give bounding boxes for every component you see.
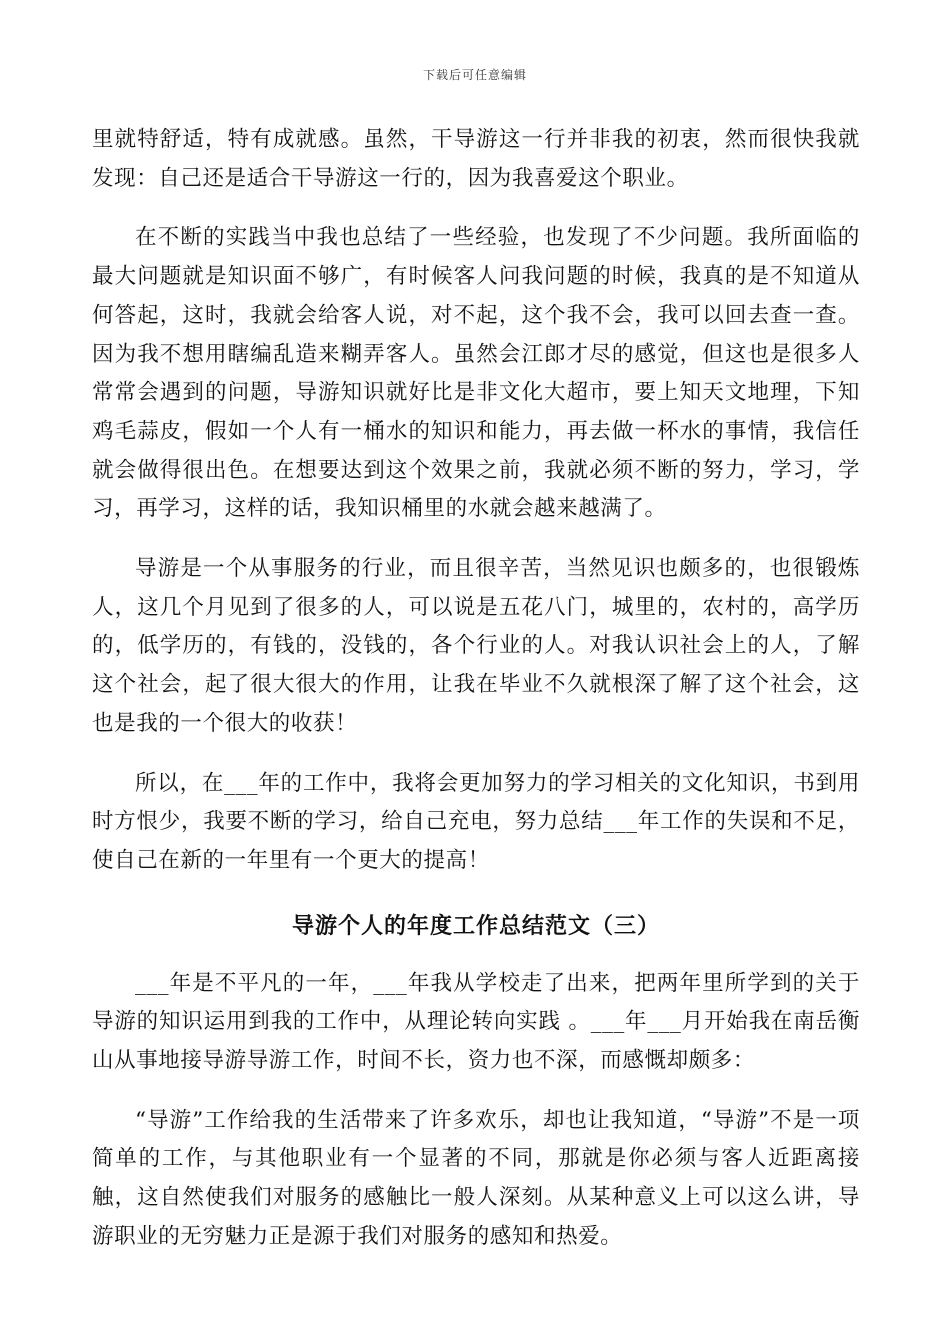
paragraph-service-industry: 导游是一个从事服务的行业，而且很辛苦，当然见识也颇多的，也很锻炼人，这几个月见到了很多的人，可以说是五花八门，城里的，农村的，高学历的，低学历的，有钱的，没钱的，各个行业的人。对我认识社会上的人，了解这个社会，起了很大很大的作用，让我在毕业不久就根深了解了这个社会，这也是我的一个很大的收获！	[92, 556, 860, 736]
page-header-note: 下载后可任意编辑	[422, 68, 527, 82]
section-paragraph-guide-work: “导游”工作给我的生活带来了许多欢乐，却也让我知道，“导游”不是一项简单的工作，与其他职业有一个显著的不同，那就是你必须与客人近距离接触，这自然使我们对服务的感触比一般人深刻。从某种意义上可以这么讲，导游职业的无穷魅力正是源于我们对服务的感知和热爱。	[92, 1107, 860, 1249]
paragraph-next-year: 所以，在___年的工作中，我将会更加努力的学习相关的文化知识，书到用时方恨少，我要不断的学习，给自己充电，努力总结___年工作的失误和不足，使自己在新的一年里有一个更大的提高！	[92, 770, 860, 873]
paragraph-experience: 在不断的实践当中我也总结了一些经验，也发现了不少问题。我所面临的最大问题就是知识面不够广，有时候客人问我问题的时候，我真的是不知道从何答起，这时，我就会给客人说，对不起，这个我不会，我可以回去查一查。因为我不想用瞎编乱造来糊弄客人。虽然会江郎才尽的感觉，但这也是很多人常常会遇到的问题，导游知识就好比是非文化大超市，要上知天文地理，下知鸡毛蒜皮，假如一个人有一桶水的知识和能力，再去做一杯水的事情，我信任就会做得很出色。在想要达到这个效果之前，我就必须不断的努力，学习，学习，再学习，这样的话，我知识桶里的水就会越来越满了。	[92, 225, 860, 522]
document-body	[92, 121, 860, 1257]
paragraph-continued: 里就特舒适，特有成就感。虽然，干导游这一行并非我的初衷，然而很快我就发现：自己还是适合干导游这一行的，因为我喜爱这个职业。	[92, 127, 860, 191]
section-paragraph-intro: ___年是不平凡的一年，___年我从学校走了出来，把两年里所学到的关于导游的知识运用到我的工作中，从理论转向实践 。___年___月开始我在南岳衡山从事地接导游导游工作，时间不长，资力也不深，而感慨却颇多：	[92, 970, 860, 1074]
section-title: 导游个人的年度工作总结范文（三）	[291, 912, 660, 939]
